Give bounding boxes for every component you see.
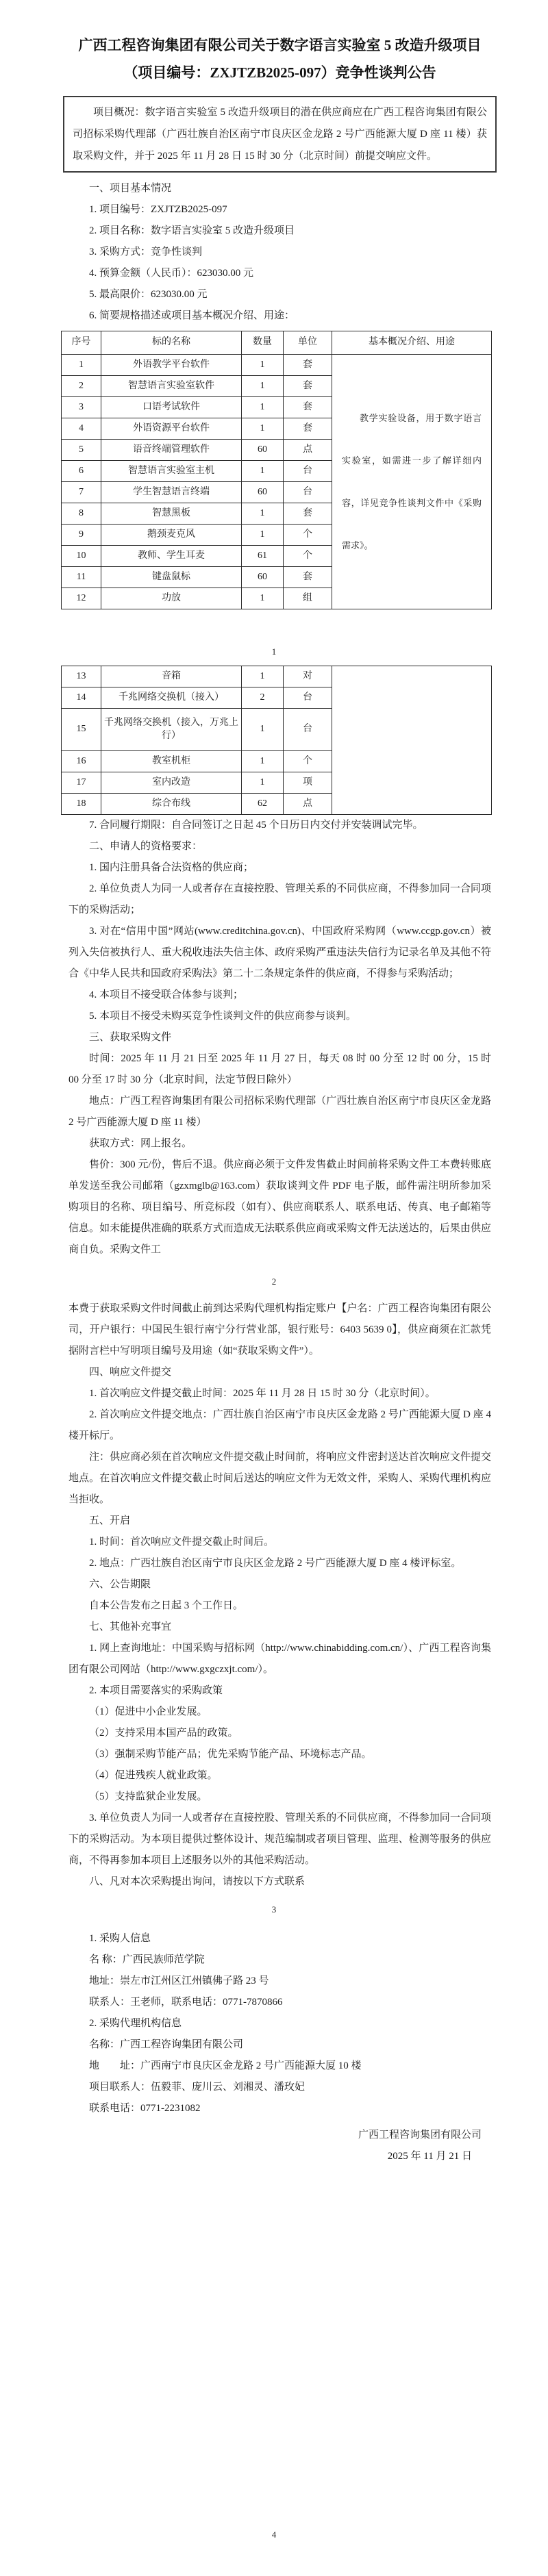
paragraph: 1. 国内注册具备合法资格的供应商；: [89, 862, 254, 873]
paragraph: 时间：2025 年 11 月 21 日至 2025 年 11 月 27 日，每天 08 时 00 分至 12 时 00 分，15 时 00 分至 17 时 30 分（北京时间，法定节假日除外）: [68, 1053, 491, 1085]
cell-seq: 9: [62, 525, 101, 546]
cell-qty: 1: [242, 525, 284, 546]
cell-qty: 2: [242, 687, 284, 709]
cell-unit: 套: [284, 418, 332, 440]
paragraph: 自本公告发布之日起 3 个工作日。: [89, 1600, 244, 1611]
cell-name: 外语教学平台软件: [101, 355, 242, 376]
paragraph: 6. 简要规格描述或项目基本概况介绍、用途：: [89, 310, 295, 321]
paragraph: （5）支持监狱企业发展。: [89, 1791, 208, 1802]
cell-seq: 7: [62, 482, 101, 503]
cell-name: 教师、学生耳麦: [101, 546, 242, 567]
cell-qty: 62: [242, 794, 284, 815]
agency-name: 名称：广西工程咨询集团有限公司: [89, 2039, 244, 2050]
paragraph: 4. 本项目不接受联合体参与谈判；: [89, 989, 244, 1000]
section-heading-3: 三、获取采购文件: [89, 1032, 172, 1043]
paragraph: 5. 本项目不接受未购买竞争性谈判文件的供应商参与谈判。: [89, 1011, 357, 1022]
paragraph: 5. 最高限价：623030.00 元: [89, 289, 208, 300]
cell-seq: 3: [62, 397, 101, 418]
cell-qty: 1: [242, 751, 284, 772]
buyer-contact: 联系人：王老师，联系电话：0771-7870866: [89, 1997, 283, 2008]
document-title: [68, 0, 491, 86]
paragraph: 售价：300 元/份，售后不退。供应商必须于文件发售截止时间前将采购文件工本费转账底单发送至我公司邮箱（gzxmglb@163.com）获取谈判文件 PDF 电子版，邮件需注明所参加采购项目的名称、项目编号、所竞标段（如有）、供应商联系人、联系电话、传真、电子邮箱等信息。如未能提供准确的联系方式而造成无法联系供应商或采购文件无法送达的，后果由供应商自负。采购文件工: [68, 1159, 491, 1255]
cell-qty: 60: [242, 482, 284, 503]
section-heading-8: 八、凡对本次采购提出询问，请按以下方式联系: [89, 1876, 306, 1887]
buyer-name: 名 称：广西民族师范学院: [89, 1954, 205, 1965]
cell-seq: 17: [62, 772, 101, 794]
cell-unit: 个: [284, 751, 332, 772]
paragraph: 3. 单位负责人为同一人或者存在直接控股、管理关系的不同供应商，不得参加同一合同项下的采购活动。为本项目提供过整体设计、规范编制或者项目管理、监理、检测等服务的供应商，不得再参加本项目上述服务以外的其他采购活动。: [68, 1813, 491, 1866]
paragraph: 2. 项目名称：数字语言实验室 5 改造升级项目: [89, 225, 295, 236]
cell-unit: 组: [284, 588, 332, 609]
cell-seq: 8: [62, 503, 101, 525]
page-1: [0, 0, 548, 657]
page-number: 3: [271, 1904, 277, 1915]
paragraph: 获取方式：网上报名。: [89, 1138, 192, 1149]
cell-qty: 1: [242, 418, 284, 440]
cell-unit: 台: [284, 482, 332, 503]
cell-qty: 1: [242, 376, 284, 397]
page-number: 2: [271, 1276, 277, 1287]
cell-name: 音箱: [101, 666, 242, 687]
cell-name: 智慧语言实验室主机: [101, 461, 242, 482]
paragraph: （1）促进中小企业发展。: [89, 1706, 208, 1717]
cell-name: 外语资源平台软件: [101, 418, 242, 440]
paragraph: 4. 预算金额（人民币）：623030.00 元: [89, 268, 254, 279]
page-number: 4: [271, 2529, 277, 2540]
signature-company: 广西工程咨询集团有限公司: [358, 2130, 482, 2141]
cell-unit: 个: [284, 525, 332, 546]
cell-name: 综合布线: [101, 794, 242, 815]
cell-name: 教室机柜: [101, 751, 242, 772]
cell-qty: 1: [242, 503, 284, 525]
table-row: [62, 355, 492, 376]
cell-seq: 16: [62, 751, 101, 772]
page-4: [0, 1924, 548, 2576]
cell-unit: 台: [284, 461, 332, 482]
cell-seq: 13: [62, 666, 101, 687]
cell-name: 智慧黑板: [101, 503, 242, 525]
paragraph: （2）支持采用本国产品的政策。: [89, 1728, 238, 1739]
cell-qty: 1: [242, 355, 284, 376]
cell-qty: 1: [242, 588, 284, 609]
cell-name: 口语考试软件: [101, 397, 242, 418]
project-overview-box: 项目概况：数字语言实验室 5 改造升级项目的潜在供应商应在广西工程咨询集团有限公司招标采购代理部（广西壮族自治区南宁市良庆区金龙路 2 号广西能源大厦 D 座 11 楼）获取采购文件，并于 2025 年 11 月 28 日 15 时 30 分（北京时间）前提交响应文件。: [63, 96, 497, 173]
section-heading-2: 二、申请人的资格要求：: [89, 841, 203, 852]
cell-seq: 1: [62, 355, 101, 376]
table-header-cell: 序号: [62, 331, 101, 355]
title-line-2: （项目编号：ZXJTZB2025-097）竞争性谈判公告: [123, 64, 436, 81]
cell-qty: 60: [242, 567, 284, 588]
paragraph: 7. 合同履行期限：自合同签订之日起 45 个日历日内交付并安装调试完毕。: [89, 820, 423, 831]
table-row: [62, 666, 492, 687]
paragraph: 2. 单位负责人为同一人或者存在直接控股、管理关系的不同供应商，不得参加同一合同项下的采购活动；: [68, 883, 491, 916]
signature-date: 2025 年 11 月 21 日: [387, 2151, 472, 2162]
paragraph: （4）促进残疾人就业政策。: [89, 1770, 218, 1781]
cell-name: 室内改造: [101, 772, 242, 794]
cell-unit: 项: [284, 772, 332, 794]
agency-contacts: 项目联系人：伍毅菲、庞川云、刘湘灵、潘玫妃: [89, 2082, 306, 2093]
agency-phone: 联系电话：0771-2231082: [89, 2103, 201, 2114]
merged-empty-cell: [332, 666, 492, 815]
page-2: [0, 657, 548, 1294]
cell-unit: 点: [284, 794, 332, 815]
paragraph: 1. 时间：首次响应文件提交截止时间后。: [89, 1537, 275, 1548]
paragraph: （3）强制采购节能产品；优先采购节能产品、环境标志产品。: [89, 1749, 372, 1760]
paragraph: 1. 首次响应文件提交截止时间：2025 年 11 月 28 日 15 时 30 分（北京时间）。: [89, 1388, 436, 1399]
cell-name: 学生智慧语言终端: [101, 482, 242, 503]
cell-unit: 台: [284, 709, 332, 751]
items-table-part1: [61, 331, 492, 609]
cell-qty: 1: [242, 397, 284, 418]
table-header-cell: 标的名称: [101, 331, 242, 355]
cell-qty: 1: [242, 772, 284, 794]
cell-qty: 61: [242, 546, 284, 567]
section-heading-5: 五、开启: [89, 1515, 131, 1526]
cell-unit: 套: [284, 355, 332, 376]
paragraph: 1. 网上查询地址：中国采购与招标网（http://www.chinabidding.com.cn/）、广西工程咨询集团有限公司网站（http://www.gxgczxjt.com/）。: [68, 1643, 491, 1675]
cell-name: 智慧语言实验室软件: [101, 376, 242, 397]
section-heading-6: 六、公告期限: [89, 1579, 151, 1590]
cell-name: 语音终端管理软件: [101, 440, 242, 461]
cell-seq: 4: [62, 418, 101, 440]
cell-name: 功放: [101, 588, 242, 609]
cell-unit: 点: [284, 440, 332, 461]
paragraph: 1. 项目编号：ZXJTZB2025-097: [89, 204, 227, 215]
section-heading-7: 七、其他补充事宜: [89, 1621, 172, 1632]
cell-name: 千兆网络交换机（接入，万兆上行）: [101, 709, 242, 751]
cell-unit: 套: [284, 376, 332, 397]
cell-seq: 15: [62, 709, 101, 751]
paragraph: 2. 采购代理机构信息: [89, 2018, 182, 2029]
paragraph: 地点：广西工程咨询集团有限公司招标采购代理部（广西壮族自治区南宁市良庆区金龙路 2 号广西能源大厦 D 座 11 楼）: [68, 1096, 491, 1128]
paragraph: 3. 采购方式：竞争性谈判: [89, 247, 203, 257]
agency-address: 地 址：广西南宁市良庆区金龙路 2 号广西能源大厦 10 楼: [89, 2060, 362, 2071]
cell-seq: 6: [62, 461, 101, 482]
table-header-cell: 数量: [242, 331, 284, 355]
cell-seq: 11: [62, 567, 101, 588]
cell-unit: 套: [284, 503, 332, 525]
merged-note-cell: 教学实验设备，用于数字语言实验室，如需进一步了解详细内容，详见竞争性谈判文件中《采购需求》。: [332, 355, 492, 609]
cell-unit: 套: [284, 397, 332, 418]
section-heading-1: 一、项目基本情况: [89, 183, 172, 194]
cell-name: 键盘鼠标: [101, 567, 242, 588]
cell-qty: 1: [242, 709, 284, 751]
paragraph: 2. 首次响应文件提交地点：广西壮族自治区南宁市良庆区金龙路 2 号广西能源大厦 D 座 4 楼开标厅。: [68, 1409, 491, 1441]
page-number: 1: [271, 646, 277, 657]
cell-unit: 台: [284, 687, 332, 709]
cell-qty: 1: [242, 666, 284, 687]
cell-qty: 60: [242, 440, 284, 461]
paragraph: 本费于获取采购文件时间截止前到达采购代理机构指定账户【户名：广西工程咨询集团有限公司，开户银行：中国民生银行南宁分行营业部，银行账号：6403 5639 0】，供应商须在汇款凭据附言栏中写明项目编号及用途（如“获取采购文件”）。: [68, 1303, 491, 1356]
items-table-part2: [61, 666, 492, 815]
signature-block: [68, 2125, 491, 2167]
buyer-address: 地址：崇左市江州区江州镇佛子路 23 号: [89, 1975, 269, 1986]
section-heading-4: 四、响应文件提交: [89, 1367, 172, 1378]
cell-qty: 1: [242, 461, 284, 482]
title-line-1: 广西工程咨询集团有限公司关于数字语言实验室 5 改造升级项目: [78, 37, 482, 53]
table-header-cell: 单位: [284, 331, 332, 355]
paragraph: 1. 采购人信息: [89, 1933, 151, 1944]
cell-seq: 10: [62, 546, 101, 567]
cell-unit: 对: [284, 666, 332, 687]
cell-seq: 12: [62, 588, 101, 609]
cell-name: 鹅颈麦克风: [101, 525, 242, 546]
paragraph: 2. 本项目需要落实的采购政策: [89, 1685, 223, 1696]
page-3: [0, 1294, 548, 1924]
paragraph: 注：供应商必须在首次响应文件提交截止时间前，将响应文件密封送达首次响应文件提交地点。在首次响应文件提交截止时间后送达的响应文件为无效文件，采购人、采购代理机构应当拒收。: [68, 1452, 491, 1505]
cell-name: 千兆网络交换机（接入）: [101, 687, 242, 709]
cell-unit: 个: [284, 546, 332, 567]
table-header-row: [62, 331, 492, 355]
cell-unit: 套: [284, 567, 332, 588]
cell-seq: 5: [62, 440, 101, 461]
cell-seq: 14: [62, 687, 101, 709]
table-header-cell: 基本概况介绍、用途: [332, 331, 492, 355]
paragraph: 2. 地点：广西壮族自治区南宁市良庆区金龙路 2 号广西能源大厦 D 座 4 楼评标室。: [89, 1558, 462, 1569]
cell-seq: 2: [62, 376, 101, 397]
cell-seq: 18: [62, 794, 101, 815]
paragraph: 3. 对在“信用中国”网站(www.creditchina.gov.cn)、中国政府采购网（www.ccgp.gov.cn）被列入失信被执行人、重大税收违法失信主体、政府采购严重违法失信行为记录名单及其他不符合《中华人民共和国政府采购法》第二十二条规定条件的供应商，不得参与采购活动；: [68, 926, 491, 979]
